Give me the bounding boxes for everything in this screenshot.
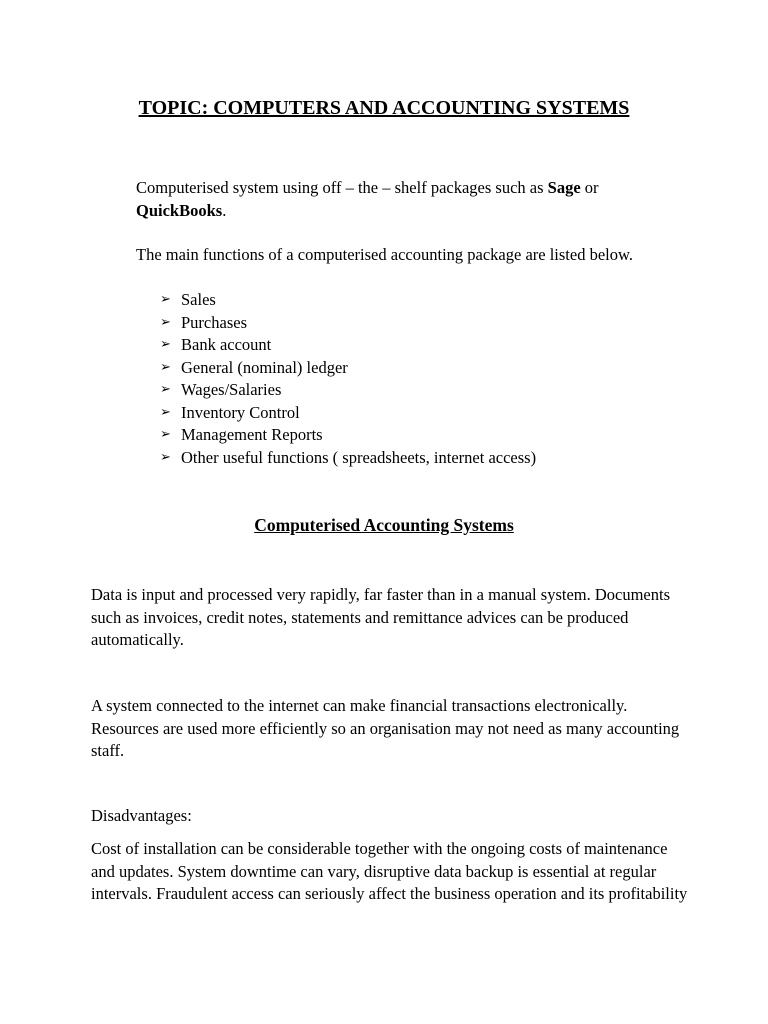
arrow-bullet-icon: ➢ [160,314,171,330]
functions-intro: The main functions of a computerised accounting package are listed below. [136,245,633,264]
paragraph-disadvantages: Cost of installation can be considerable together with the ongoing costs of maintenance and updates. System downtime can vary, disruptive data backup is essential at regular intervals. Fraudulent access can seriously affect the business operation and its profitability [91,839,688,903]
arrow-bullet-icon: ➢ [160,337,171,352]
list-item [160,334,536,357]
intro-paragraph [136,177,696,222]
list-item-text: Inventory Control [181,402,300,422]
arrow-bullet-icon: ➢ [160,292,171,307]
list-item-text: Wages/Salaries [181,380,282,399]
intro-text-before: Computerised system using off – the – shelf packages such as [136,178,548,197]
list-item [160,402,536,425]
arrow-bullet-icon: ➢ [160,359,171,375]
list-item [160,379,536,402]
arrow-bullet-icon: ➢ [160,382,171,397]
arrow-bullet-icon: ➢ [160,427,171,442]
list-item [160,424,536,447]
disadvantages-heading: Disadvantages: [91,806,192,825]
intro-text-middle: or [580,178,599,197]
document-title: TOPIC: COMPUTERS AND ACCOUNTING SYSTEMS [138,97,630,119]
sage-product-name: Sage [547,178,581,197]
list-item [160,289,536,312]
list-item-text: General (nominal) ledger [181,357,348,377]
list-item [160,357,536,380]
arrow-bullet-icon: ➢ [160,404,171,420]
list-item-text: Sales [181,290,216,309]
list-item [160,312,536,335]
functions-list [160,289,536,469]
quickbooks-product-name: QuickBooks [136,200,223,220]
section-subtitle: Computerised Accounting Systems [254,515,514,535]
list-item-text: Management Reports [181,425,323,444]
list-item-text: Bank account [181,335,272,354]
list-item-text: Other useful functions ( spreadsheets, internet access) [181,447,537,467]
intro-text-after: . [222,200,227,220]
arrow-bullet-icon: ➢ [160,449,171,465]
list-item-text: Purchases [181,312,247,332]
paragraph-internet-transactions: A system connected to the internet can make financial transactions electronically. Resources are used more efficiently so an organisation may not need as many accounting staff. [91,696,680,760]
paragraph-data-processing: Data is input and processed very rapidly, far faster than in a manual system. Documents such as invoices, credit notes, statements and remittance advices can be produced automatically. [91,585,671,649]
list-item [160,447,536,470]
